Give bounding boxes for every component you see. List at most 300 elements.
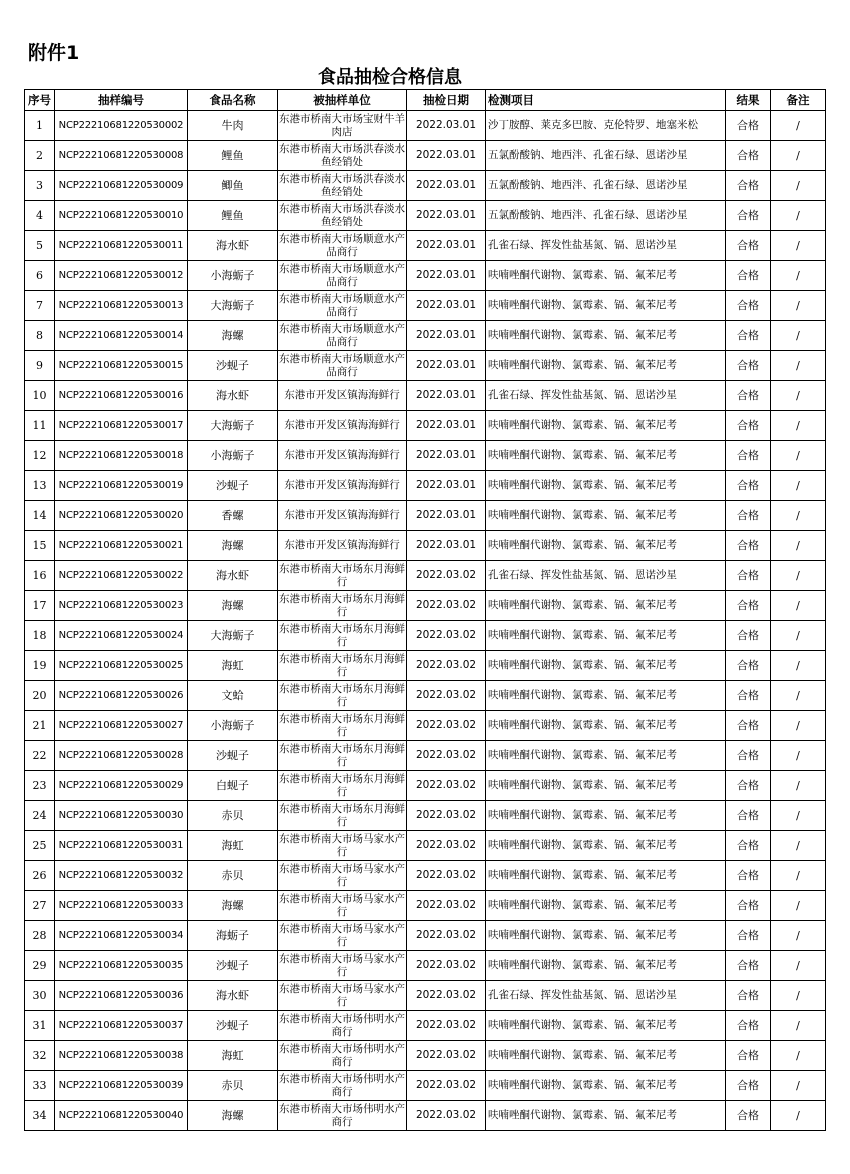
header-unit: 被抽样单位: [278, 90, 407, 111]
table-row: [25, 321, 826, 351]
cell-inspection-date: 2022.03.02: [407, 1041, 486, 1071]
cell-sample-code: NCP22210681220530018: [55, 441, 188, 471]
cell-sampled-unit: 东港市桥南大市场马家水产行: [278, 981, 407, 1011]
table-row: [25, 831, 826, 861]
cell-result: 合格: [726, 351, 771, 381]
cell-food-name: 赤贝: [188, 1071, 278, 1101]
cell-result: 合格: [726, 561, 771, 591]
cell-sample-code: NCP22210681220530010: [55, 201, 188, 231]
cell-sample-code: NCP22210681220530028: [55, 741, 188, 771]
cell-food-name: 海蛎子: [188, 921, 278, 951]
table-row: [25, 921, 826, 951]
cell-seq: 1: [25, 111, 55, 141]
table-row: [25, 171, 826, 201]
cell-test-items: 呋喃唑酮代谢物、氯霉素、镉、氟苯尼考: [486, 801, 726, 831]
cell-food-name: 海螺: [188, 531, 278, 561]
cell-result: 合格: [726, 471, 771, 501]
cell-sample-code: NCP22210681220530033: [55, 891, 188, 921]
cell-remark: /: [771, 261, 826, 291]
table-row: [25, 1011, 826, 1041]
table-row: [25, 261, 826, 291]
cell-inspection-date: 2022.03.01: [407, 471, 486, 501]
cell-sampled-unit: 东港市桥南大市场马家水产行: [278, 951, 407, 981]
table-row: [25, 981, 826, 1011]
table-row: [25, 891, 826, 921]
cell-result: 合格: [726, 681, 771, 711]
cell-result: 合格: [726, 231, 771, 261]
cell-seq: 6: [25, 261, 55, 291]
table-row: [25, 621, 826, 651]
cell-inspection-date: 2022.03.01: [407, 291, 486, 321]
cell-result: 合格: [726, 831, 771, 861]
cell-test-items: 呋喃唑酮代谢物、氯霉素、镉、氟苯尼考: [486, 951, 726, 981]
cell-seq: 20: [25, 681, 55, 711]
cell-result: 合格: [726, 411, 771, 441]
cell-remark: /: [771, 831, 826, 861]
cell-inspection-date: 2022.03.02: [407, 741, 486, 771]
cell-seq: 11: [25, 411, 55, 441]
cell-test-items: 呋喃唑酮代谢物、氯霉素、镉、氟苯尼考: [486, 411, 726, 441]
cell-sampled-unit: 东港市开发区镇海海鲜行: [278, 381, 407, 411]
cell-sampled-unit: 东港市桥南大市场伟明水产商行: [278, 1071, 407, 1101]
cell-result: 合格: [726, 891, 771, 921]
cell-sample-code: NCP22210681220530034: [55, 921, 188, 951]
cell-sampled-unit: 东港市桥南大市场东月海鲜行: [278, 651, 407, 681]
cell-sampled-unit: 东港市桥南大市场东月海鲜行: [278, 561, 407, 591]
cell-test-items: 呋喃唑酮代谢物、氯霉素、镉、氟苯尼考: [486, 471, 726, 501]
cell-inspection-date: 2022.03.01: [407, 531, 486, 561]
cell-seq: 14: [25, 501, 55, 531]
cell-seq: 9: [25, 351, 55, 381]
cell-sample-code: NCP22210681220530027: [55, 711, 188, 741]
cell-result: 合格: [726, 1041, 771, 1071]
cell-remark: /: [771, 351, 826, 381]
cell-remark: /: [771, 531, 826, 561]
cell-sampled-unit: 东港市桥南大市场马家水产行: [278, 921, 407, 951]
cell-sampled-unit: 东港市桥南大市场洪春淡水鱼经销处: [278, 201, 407, 231]
cell-sampled-unit: 东港市桥南大市场马家水产行: [278, 861, 407, 891]
cell-inspection-date: 2022.03.02: [407, 1071, 486, 1101]
cell-food-name: 海虹: [188, 831, 278, 861]
cell-food-name: 大海蛎子: [188, 291, 278, 321]
cell-test-items: 呋喃唑酮代谢物、氯霉素、镉、氟苯尼考: [486, 291, 726, 321]
cell-seq: 21: [25, 711, 55, 741]
cell-remark: /: [771, 711, 826, 741]
cell-sampled-unit: 东港市桥南大市场宝财牛羊肉店: [278, 111, 407, 141]
cell-sample-code: NCP22210681220530038: [55, 1041, 188, 1071]
cell-remark: /: [771, 321, 826, 351]
cell-test-items: 呋喃唑酮代谢物、氯霉素、镉、氟苯尼考: [486, 651, 726, 681]
cell-result: 合格: [726, 741, 771, 771]
cell-inspection-date: 2022.03.02: [407, 681, 486, 711]
cell-test-items: 呋喃唑酮代谢物、氯霉素、镉、氟苯尼考: [486, 501, 726, 531]
cell-remark: /: [771, 861, 826, 891]
cell-food-name: 沙蚬子: [188, 471, 278, 501]
cell-test-items: 孔雀石绿、挥发性盐基氮、镉、恩诺沙星: [486, 381, 726, 411]
header-food: 食品名称: [188, 90, 278, 111]
cell-sampled-unit: 东港市桥南大市场东月海鲜行: [278, 741, 407, 771]
cell-sampled-unit: 东港市开发区镇海海鲜行: [278, 411, 407, 441]
cell-test-items: 呋喃唑酮代谢物、氯霉素、镉、氟苯尼考: [486, 531, 726, 561]
cell-remark: /: [771, 231, 826, 261]
table-row: [25, 771, 826, 801]
cell-remark: /: [771, 651, 826, 681]
table-row: [25, 231, 826, 261]
cell-remark: /: [771, 1071, 826, 1101]
table-row: [25, 951, 826, 981]
cell-sample-code: NCP22210681220530016: [55, 381, 188, 411]
cell-inspection-date: 2022.03.02: [407, 591, 486, 621]
cell-sampled-unit: 东港市桥南大市场东月海鲜行: [278, 771, 407, 801]
cell-sampled-unit: 东港市桥南大市场伟明水产商行: [278, 1101, 407, 1131]
cell-remark: /: [771, 1011, 826, 1041]
cell-inspection-date: 2022.03.02: [407, 981, 486, 1011]
cell-seq: 7: [25, 291, 55, 321]
cell-food-name: 沙蚬子: [188, 351, 278, 381]
header-date: 抽检日期: [407, 90, 486, 111]
cell-result: 合格: [726, 531, 771, 561]
cell-result: 合格: [726, 291, 771, 321]
cell-seq: 28: [25, 921, 55, 951]
cell-result: 合格: [726, 921, 771, 951]
cell-inspection-date: 2022.03.02: [407, 771, 486, 801]
table-row: [25, 291, 826, 321]
cell-sample-code: NCP22210681220530014: [55, 321, 188, 351]
cell-inspection-date: 2022.03.01: [407, 351, 486, 381]
cell-seq: 18: [25, 621, 55, 651]
cell-food-name: 鲤鱼: [188, 201, 278, 231]
cell-sample-code: NCP22210681220530022: [55, 561, 188, 591]
cell-remark: /: [771, 1101, 826, 1131]
inspection-table: [24, 89, 826, 1131]
cell-test-items: 呋喃唑酮代谢物、氯霉素、镉、氟苯尼考: [486, 1071, 726, 1101]
cell-result: 合格: [726, 321, 771, 351]
cell-sampled-unit: 东港市开发区镇海海鲜行: [278, 501, 407, 531]
cell-result: 合格: [726, 861, 771, 891]
table-row: [25, 651, 826, 681]
cell-food-name: 海螺: [188, 891, 278, 921]
cell-remark: /: [771, 201, 826, 231]
cell-result: 合格: [726, 381, 771, 411]
cell-food-name: 香螺: [188, 501, 278, 531]
cell-test-items: 五氯酚酸钠、地西泮、孔雀石绿、恩诺沙星: [486, 201, 726, 231]
cell-sampled-unit: 东港市桥南大市场顺意水产品商行: [278, 261, 407, 291]
cell-food-name: 海水虾: [188, 981, 278, 1011]
cell-seq: 27: [25, 891, 55, 921]
cell-sampled-unit: 东港市桥南大市场马家水产行: [278, 891, 407, 921]
cell-inspection-date: 2022.03.01: [407, 201, 486, 231]
table-row: [25, 591, 826, 621]
cell-sample-code: NCP22210681220530031: [55, 831, 188, 861]
cell-test-items: 沙丁胺醇、莱克多巴胺、克伦特罗、地塞米松: [486, 111, 726, 141]
cell-sampled-unit: 东港市桥南大市场顺意水产品商行: [278, 291, 407, 321]
cell-food-name: 海水虾: [188, 561, 278, 591]
cell-result: 合格: [726, 1011, 771, 1041]
cell-test-items: 呋喃唑酮代谢物、氯霉素、镉、氟苯尼考: [486, 1101, 726, 1131]
cell-sampled-unit: 东港市桥南大市场东月海鲜行: [278, 591, 407, 621]
cell-test-items: 呋喃唑酮代谢物、氯霉素、镉、氟苯尼考: [486, 741, 726, 771]
cell-inspection-date: 2022.03.01: [407, 171, 486, 201]
cell-result: 合格: [726, 651, 771, 681]
cell-test-items: 呋喃唑酮代谢物、氯霉素、镉、氟苯尼考: [486, 831, 726, 861]
table-row: [25, 201, 826, 231]
cell-seq: 30: [25, 981, 55, 1011]
header-seq: 序号: [25, 90, 55, 111]
cell-inspection-date: 2022.03.02: [407, 801, 486, 831]
page-title: 食品抽检合格信息: [318, 67, 462, 88]
cell-test-items: 呋喃唑酮代谢物、氯霉素、镉、氟苯尼考: [486, 261, 726, 291]
cell-result: 合格: [726, 201, 771, 231]
cell-sample-code: NCP22210681220530002: [55, 111, 188, 141]
cell-food-name: 海虹: [188, 1041, 278, 1071]
cell-sample-code: NCP22210681220530024: [55, 621, 188, 651]
cell-seq: 2: [25, 141, 55, 171]
cell-seq: 33: [25, 1071, 55, 1101]
cell-seq: 25: [25, 831, 55, 861]
cell-test-items: 孔雀石绿、挥发性盐基氮、镉、恩诺沙星: [486, 561, 726, 591]
cell-food-name: 鲤鱼: [188, 141, 278, 171]
cell-inspection-date: 2022.03.01: [407, 231, 486, 261]
cell-sampled-unit: 东港市桥南大市场东月海鲜行: [278, 711, 407, 741]
cell-food-name: 沙蚬子: [188, 1011, 278, 1041]
cell-remark: /: [771, 771, 826, 801]
table-row: [25, 411, 826, 441]
cell-result: 合格: [726, 1101, 771, 1131]
table-row: [25, 1041, 826, 1071]
cell-inspection-date: 2022.03.02: [407, 921, 486, 951]
cell-sample-code: NCP22210681220530023: [55, 591, 188, 621]
cell-seq: 5: [25, 231, 55, 261]
cell-inspection-date: 2022.03.01: [407, 141, 486, 171]
cell-sample-code: NCP22210681220530020: [55, 501, 188, 531]
cell-result: 合格: [726, 621, 771, 651]
cell-remark: /: [771, 741, 826, 771]
cell-seq: 29: [25, 951, 55, 981]
header-code: 抽样编号: [55, 90, 188, 111]
cell-remark: /: [771, 441, 826, 471]
cell-remark: /: [771, 471, 826, 501]
cell-seq: 12: [25, 441, 55, 471]
cell-seq: 17: [25, 591, 55, 621]
cell-remark: /: [771, 951, 826, 981]
cell-seq: 26: [25, 861, 55, 891]
cell-sample-code: NCP22210681220530009: [55, 171, 188, 201]
cell-seq: 24: [25, 801, 55, 831]
cell-food-name: 海螺: [188, 321, 278, 351]
cell-seq: 4: [25, 201, 55, 231]
cell-food-name: 海虹: [188, 651, 278, 681]
cell-sample-code: NCP22210681220530013: [55, 291, 188, 321]
cell-sampled-unit: 东港市桥南大市场洪春淡水鱼经销处: [278, 141, 407, 171]
cell-remark: /: [771, 171, 826, 201]
cell-food-name: 小海蛎子: [188, 711, 278, 741]
table-row: [25, 561, 826, 591]
cell-sample-code: NCP22210681220530026: [55, 681, 188, 711]
cell-sampled-unit: 东港市开发区镇海海鲜行: [278, 471, 407, 501]
cell-test-items: 呋喃唑酮代谢物、氯霉素、镉、氟苯尼考: [486, 921, 726, 951]
cell-sample-code: NCP22210681220530035: [55, 951, 188, 981]
cell-sampled-unit: 东港市桥南大市场顺意水产品商行: [278, 351, 407, 381]
cell-food-name: 大海蛎子: [188, 621, 278, 651]
cell-sampled-unit: 东港市桥南大市场伟明水产商行: [278, 1041, 407, 1071]
cell-inspection-date: 2022.03.02: [407, 711, 486, 741]
table-row: [25, 741, 826, 771]
cell-sample-code: NCP22210681220530032: [55, 861, 188, 891]
cell-test-items: 呋喃唑酮代谢物、氯霉素、镉、氟苯尼考: [486, 771, 726, 801]
cell-remark: /: [771, 681, 826, 711]
cell-inspection-date: 2022.03.01: [407, 381, 486, 411]
cell-remark: /: [771, 561, 826, 591]
cell-result: 合格: [726, 771, 771, 801]
cell-result: 合格: [726, 801, 771, 831]
table-row: [25, 141, 826, 171]
cell-sampled-unit: 东港市桥南大市场东月海鲜行: [278, 801, 407, 831]
cell-test-items: 呋喃唑酮代谢物、氯霉素、镉、氟苯尼考: [486, 621, 726, 651]
cell-seq: 34: [25, 1101, 55, 1131]
cell-sample-code: NCP22210681220530012: [55, 261, 188, 291]
table-row: [25, 801, 826, 831]
cell-sample-code: NCP22210681220530029: [55, 771, 188, 801]
cell-sample-code: NCP22210681220530021: [55, 531, 188, 561]
cell-remark: /: [771, 621, 826, 651]
cell-inspection-date: 2022.03.01: [407, 441, 486, 471]
cell-sample-code: NCP22210681220530015: [55, 351, 188, 381]
cell-result: 合格: [726, 711, 771, 741]
cell-inspection-date: 2022.03.02: [407, 561, 486, 591]
cell-test-items: 呋喃唑酮代谢物、氯霉素、镉、氟苯尼考: [486, 861, 726, 891]
cell-test-items: 呋喃唑酮代谢物、氯霉素、镉、氟苯尼考: [486, 711, 726, 741]
cell-result: 合格: [726, 1071, 771, 1101]
cell-sample-code: NCP22210681220530036: [55, 981, 188, 1011]
cell-sample-code: NCP22210681220530039: [55, 1071, 188, 1101]
table-row: [25, 441, 826, 471]
cell-seq: 13: [25, 471, 55, 501]
table-body: [25, 111, 826, 1131]
cell-sampled-unit: 东港市桥南大市场东月海鲜行: [278, 621, 407, 651]
table-row: [25, 381, 826, 411]
cell-test-items: 五氯酚酸钠、地西泮、孔雀石绿、恩诺沙星: [486, 141, 726, 171]
cell-remark: /: [771, 981, 826, 1011]
cell-food-name: 白蚬子: [188, 771, 278, 801]
header-result: 结果: [726, 90, 771, 111]
cell-result: 合格: [726, 111, 771, 141]
cell-test-items: 呋喃唑酮代谢物、氯霉素、镉、氟苯尼考: [486, 591, 726, 621]
cell-remark: /: [771, 501, 826, 531]
cell-test-items: 呋喃唑酮代谢物、氯霉素、镉、氟苯尼考: [486, 681, 726, 711]
cell-sample-code: NCP22210681220530037: [55, 1011, 188, 1041]
table-row: [25, 471, 826, 501]
cell-sampled-unit: 东港市开发区镇海海鲜行: [278, 441, 407, 471]
cell-test-items: 孔雀石绿、挥发性盐基氮、镉、恩诺沙星: [486, 981, 726, 1011]
cell-food-name: 海水虾: [188, 231, 278, 261]
cell-seq: 3: [25, 171, 55, 201]
cell-seq: 31: [25, 1011, 55, 1041]
cell-food-name: 大海蛎子: [188, 411, 278, 441]
cell-remark: /: [771, 291, 826, 321]
table-row: [25, 501, 826, 531]
attachment-label: 附件1: [28, 42, 80, 64]
table-row: [25, 681, 826, 711]
cell-test-items: 呋喃唑酮代谢物、氯霉素、镉、氟苯尼考: [486, 351, 726, 381]
cell-sampled-unit: 东港市桥南大市场洪春淡水鱼经销处: [278, 171, 407, 201]
cell-food-name: 赤贝: [188, 801, 278, 831]
cell-test-items: 呋喃唑酮代谢物、氯霉素、镉、氟苯尼考: [486, 441, 726, 471]
header-items: 检测项目: [486, 90, 726, 111]
cell-inspection-date: 2022.03.01: [407, 261, 486, 291]
cell-food-name: 文蛤: [188, 681, 278, 711]
cell-seq: 8: [25, 321, 55, 351]
cell-inspection-date: 2022.03.01: [407, 501, 486, 531]
table-row: [25, 1101, 826, 1131]
cell-inspection-date: 2022.03.01: [407, 411, 486, 441]
cell-test-items: 呋喃唑酮代谢物、氯霉素、镉、氟苯尼考: [486, 891, 726, 921]
cell-remark: /: [771, 1041, 826, 1071]
cell-result: 合格: [726, 981, 771, 1011]
table-row: [25, 711, 826, 741]
cell-result: 合格: [726, 141, 771, 171]
cell-inspection-date: 2022.03.02: [407, 621, 486, 651]
cell-sample-code: NCP22210681220530030: [55, 801, 188, 831]
cell-sample-code: NCP22210681220530008: [55, 141, 188, 171]
cell-inspection-date: 2022.03.02: [407, 1011, 486, 1041]
cell-remark: /: [771, 591, 826, 621]
cell-result: 合格: [726, 441, 771, 471]
cell-sampled-unit: 东港市桥南大市场顺意水产品商行: [278, 321, 407, 351]
cell-sampled-unit: 东港市桥南大市场伟明水产商行: [278, 1011, 407, 1041]
cell-result: 合格: [726, 501, 771, 531]
cell-food-name: 鲫鱼: [188, 171, 278, 201]
cell-sample-code: NCP22210681220530040: [55, 1101, 188, 1131]
cell-sample-code: NCP22210681220530025: [55, 651, 188, 681]
cell-sample-code: NCP22210681220530011: [55, 231, 188, 261]
cell-inspection-date: 2022.03.02: [407, 861, 486, 891]
cell-remark: /: [771, 801, 826, 831]
cell-sampled-unit: 东港市桥南大市场顺意水产品商行: [278, 231, 407, 261]
cell-remark: /: [771, 411, 826, 441]
cell-test-items: 呋喃唑酮代谢物、氯霉素、镉、氟苯尼考: [486, 321, 726, 351]
cell-test-items: 呋喃唑酮代谢物、氯霉素、镉、氟苯尼考: [486, 1041, 726, 1071]
cell-sampled-unit: 东港市开发区镇海海鲜行: [278, 531, 407, 561]
cell-inspection-date: 2022.03.02: [407, 891, 486, 921]
table-row: [25, 111, 826, 141]
cell-inspection-date: 2022.03.01: [407, 321, 486, 351]
cell-food-name: 小海蛎子: [188, 441, 278, 471]
cell-result: 合格: [726, 591, 771, 621]
cell-food-name: 赤贝: [188, 861, 278, 891]
cell-food-name: 海螺: [188, 591, 278, 621]
cell-remark: /: [771, 111, 826, 141]
cell-test-items: 孔雀石绿、挥发性盐基氮、镉、恩诺沙星: [486, 231, 726, 261]
cell-inspection-date: 2022.03.02: [407, 951, 486, 981]
cell-seq: 23: [25, 771, 55, 801]
cell-remark: /: [771, 141, 826, 171]
cell-inspection-date: 2022.03.02: [407, 831, 486, 861]
cell-test-items: 五氯酚酸钠、地西泮、孔雀石绿、恩诺沙星: [486, 171, 726, 201]
cell-sample-code: NCP22210681220530017: [55, 411, 188, 441]
cell-result: 合格: [726, 951, 771, 981]
cell-sample-code: NCP22210681220530019: [55, 471, 188, 501]
table-row: [25, 531, 826, 561]
table-row: [25, 1071, 826, 1101]
cell-remark: /: [771, 381, 826, 411]
cell-sampled-unit: 东港市桥南大市场东月海鲜行: [278, 681, 407, 711]
cell-food-name: 海水虾: [188, 381, 278, 411]
cell-food-name: 海螺: [188, 1101, 278, 1131]
cell-inspection-date: 2022.03.01: [407, 111, 486, 141]
cell-seq: 22: [25, 741, 55, 771]
cell-seq: 32: [25, 1041, 55, 1071]
cell-food-name: 沙蚬子: [188, 741, 278, 771]
